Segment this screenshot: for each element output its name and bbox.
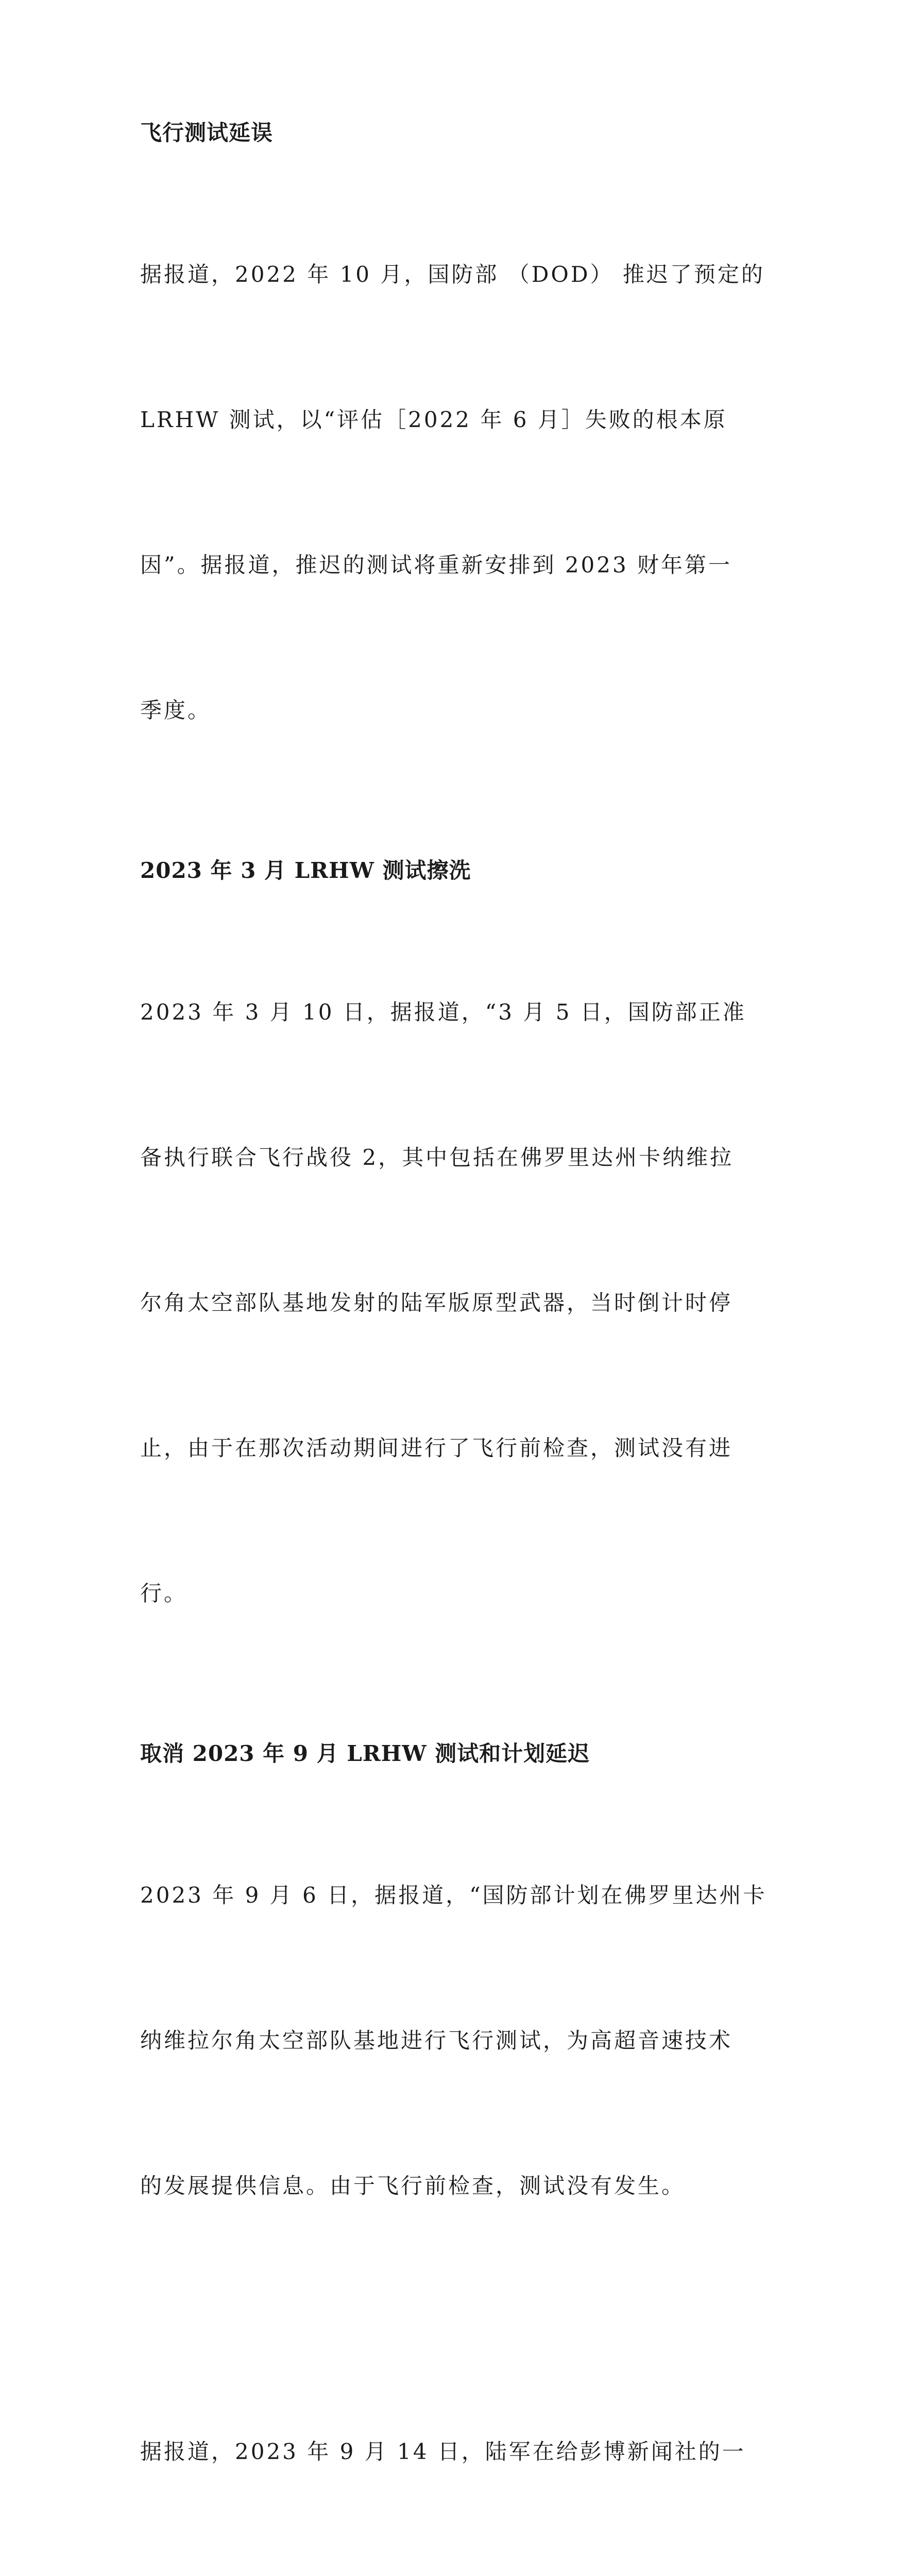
text-line: 2023 年 9 月 6 日，据报道，“国防部计划在佛罗里达州卡	[140, 1883, 767, 1908]
text-line: 行。	[140, 1581, 188, 1606]
text-line: 因”。据报道，推迟的测试将重新安排到 2023 财年第一	[140, 552, 732, 578]
section-heading: 取消 2023 年 9 月 LRHW 测试和计划延迟	[140, 1741, 590, 1766]
text-line	[140, 2573, 789, 2576]
text-line: 据报道，2022 年 10 月，国防部 （DOD） 推迟了预定的	[140, 262, 765, 287]
text-line: 纳维拉尔角太空部队基地进行飞行测试，为高超音速技术	[140, 2028, 733, 2053]
section	[140, 855, 789, 1715]
section	[140, 117, 789, 832]
text-line: LRHW 测试，以“评估［2022 年 6 月］失败的根本原	[140, 407, 727, 432]
paragraph	[140, 154, 789, 832]
text-line: 尔角太空部队基地发射的陆军版原型武器，当时倒计时停	[140, 1290, 733, 1315]
text-line: 的发展提供信息。由于飞行前检查，测试没有发生。	[140, 2173, 686, 2198]
paragraph	[140, 891, 789, 1715]
section-heading: 飞行测试延误	[140, 120, 274, 145]
paragraph	[140, 1774, 789, 2307]
section	[140, 1738, 789, 2576]
text-line: 2023 年 3 月 10 日，据报道，“3 月 5 日，国防部正准	[140, 999, 746, 1025]
text-line: 据报道，2023 年 9 月 14 日，陆军在给彭博新闻社的一	[140, 2439, 746, 2464]
text-line: 季度。	[140, 698, 212, 723]
document-body	[140, 117, 789, 2576]
text-line: 备执行联合飞行战役 2，其中包括在佛罗里达州卡纳维拉	[140, 1145, 734, 1170]
paragraph	[140, 2331, 789, 2576]
section-heading: 2023 年 3 月 LRHW 测试擦洗	[140, 858, 471, 883]
text-line: 止，由于在那次活动期间进行了飞行前检查，测试没有进	[140, 1435, 733, 1461]
